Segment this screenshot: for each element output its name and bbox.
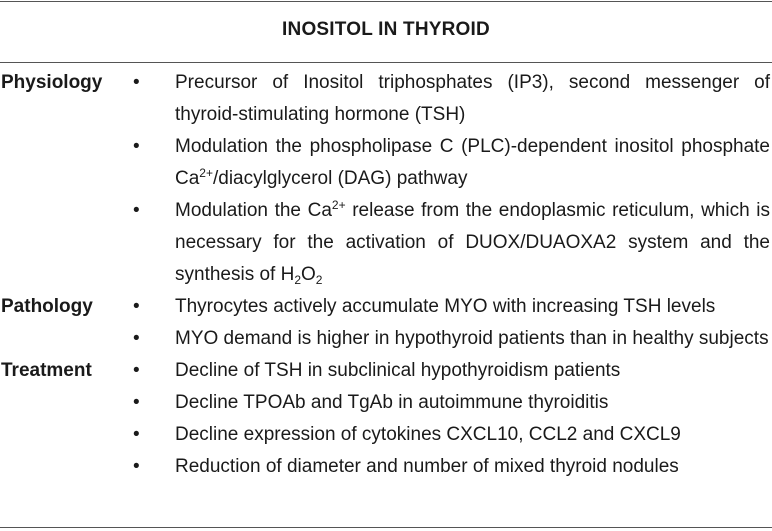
bullet-icon: •: [133, 424, 140, 445]
text-fragment: Modulation the phospholipase C (PLC)-dependent inositol phosphate Ca: [175, 136, 770, 189]
bullet-item: [133, 67, 772, 131]
bullet-text: [175, 355, 772, 387]
bullet-item: [133, 451, 772, 483]
section-treatment: [0, 355, 772, 483]
section-pathology: [0, 291, 772, 355]
top-rule: [0, 1, 772, 2]
text-fragment: /diacylglycerol (DAG) pathway: [212, 168, 468, 189]
bullet-icon: •: [133, 72, 140, 93]
text-fragment: MYO demand is higher in hypothyroid patients than in healthy subjects: [175, 328, 769, 349]
bullet-icon: •: [133, 360, 140, 381]
bullet-text: [175, 195, 772, 291]
section-physiology: [0, 67, 772, 291]
section-label: Treatment: [1, 360, 92, 381]
text-fragment: Decline of TSH in subclinical hypothyroidism patients: [175, 360, 621, 381]
text-fragment: 2+: [331, 198, 346, 212]
section-label: Pathology: [1, 296, 93, 317]
bullet-icon: •: [133, 328, 140, 349]
text-fragment: Reduction of diameter and number of mixed thyroid nodules: [175, 456, 679, 477]
text-fragment: Decline TPOAb and TgAb in autoimmune thyroiditis: [175, 392, 609, 413]
bullet-list: [133, 291, 772, 355]
text-fragment: 2: [315, 273, 323, 287]
bullet-icon: •: [133, 296, 140, 317]
bullet-text: [175, 419, 772, 451]
section-label: Physiology: [1, 72, 103, 93]
bullet-icon: •: [133, 200, 140, 221]
text-fragment: 2: [294, 273, 302, 287]
bullet-item: [133, 291, 772, 323]
text-fragment: O: [301, 264, 316, 285]
bullet-text: [175, 387, 772, 419]
bullet-item: [133, 131, 772, 195]
bullet-text: [175, 131, 772, 195]
bullet-item: [133, 387, 772, 419]
table-body: [0, 67, 772, 483]
bullet-item: [133, 355, 772, 387]
text-fragment: 2+: [199, 166, 213, 180]
text-fragment: Modulation the Ca: [175, 200, 332, 221]
bullet-item: [133, 419, 772, 451]
bullet-list: [133, 355, 772, 483]
text-fragment: release from the endoplasmic reticulum, which is necessary for the activation of DUOX/DUAOXA2 system and the synthesis of H: [175, 200, 770, 285]
bullet-icon: •: [133, 392, 140, 413]
bullet-item: [133, 195, 772, 291]
bullet-text: [175, 67, 772, 131]
bullet-text: [175, 323, 772, 355]
header-rule: [0, 62, 772, 63]
text-fragment: Precursor of Inositol triphosphates (IP3), second messenger of thyroid-stimulating hormone (TSH): [175, 72, 770, 125]
bullet-list: [133, 67, 772, 291]
text-fragment: Thyrocytes actively accumulate MYO with increasing TSH levels: [175, 296, 716, 317]
bullet-text: [175, 291, 772, 323]
bottom-rule: [0, 527, 772, 528]
bullet-icon: •: [133, 456, 140, 477]
bullet-text: [175, 451, 772, 483]
bullet-item: [133, 323, 772, 355]
bullet-icon: •: [133, 136, 140, 157]
table-title: INOSITOL IN THYROID: [282, 19, 490, 40]
text-fragment: Decline expression of cytokines CXCL10, CCL2 and CXCL9: [175, 424, 681, 445]
